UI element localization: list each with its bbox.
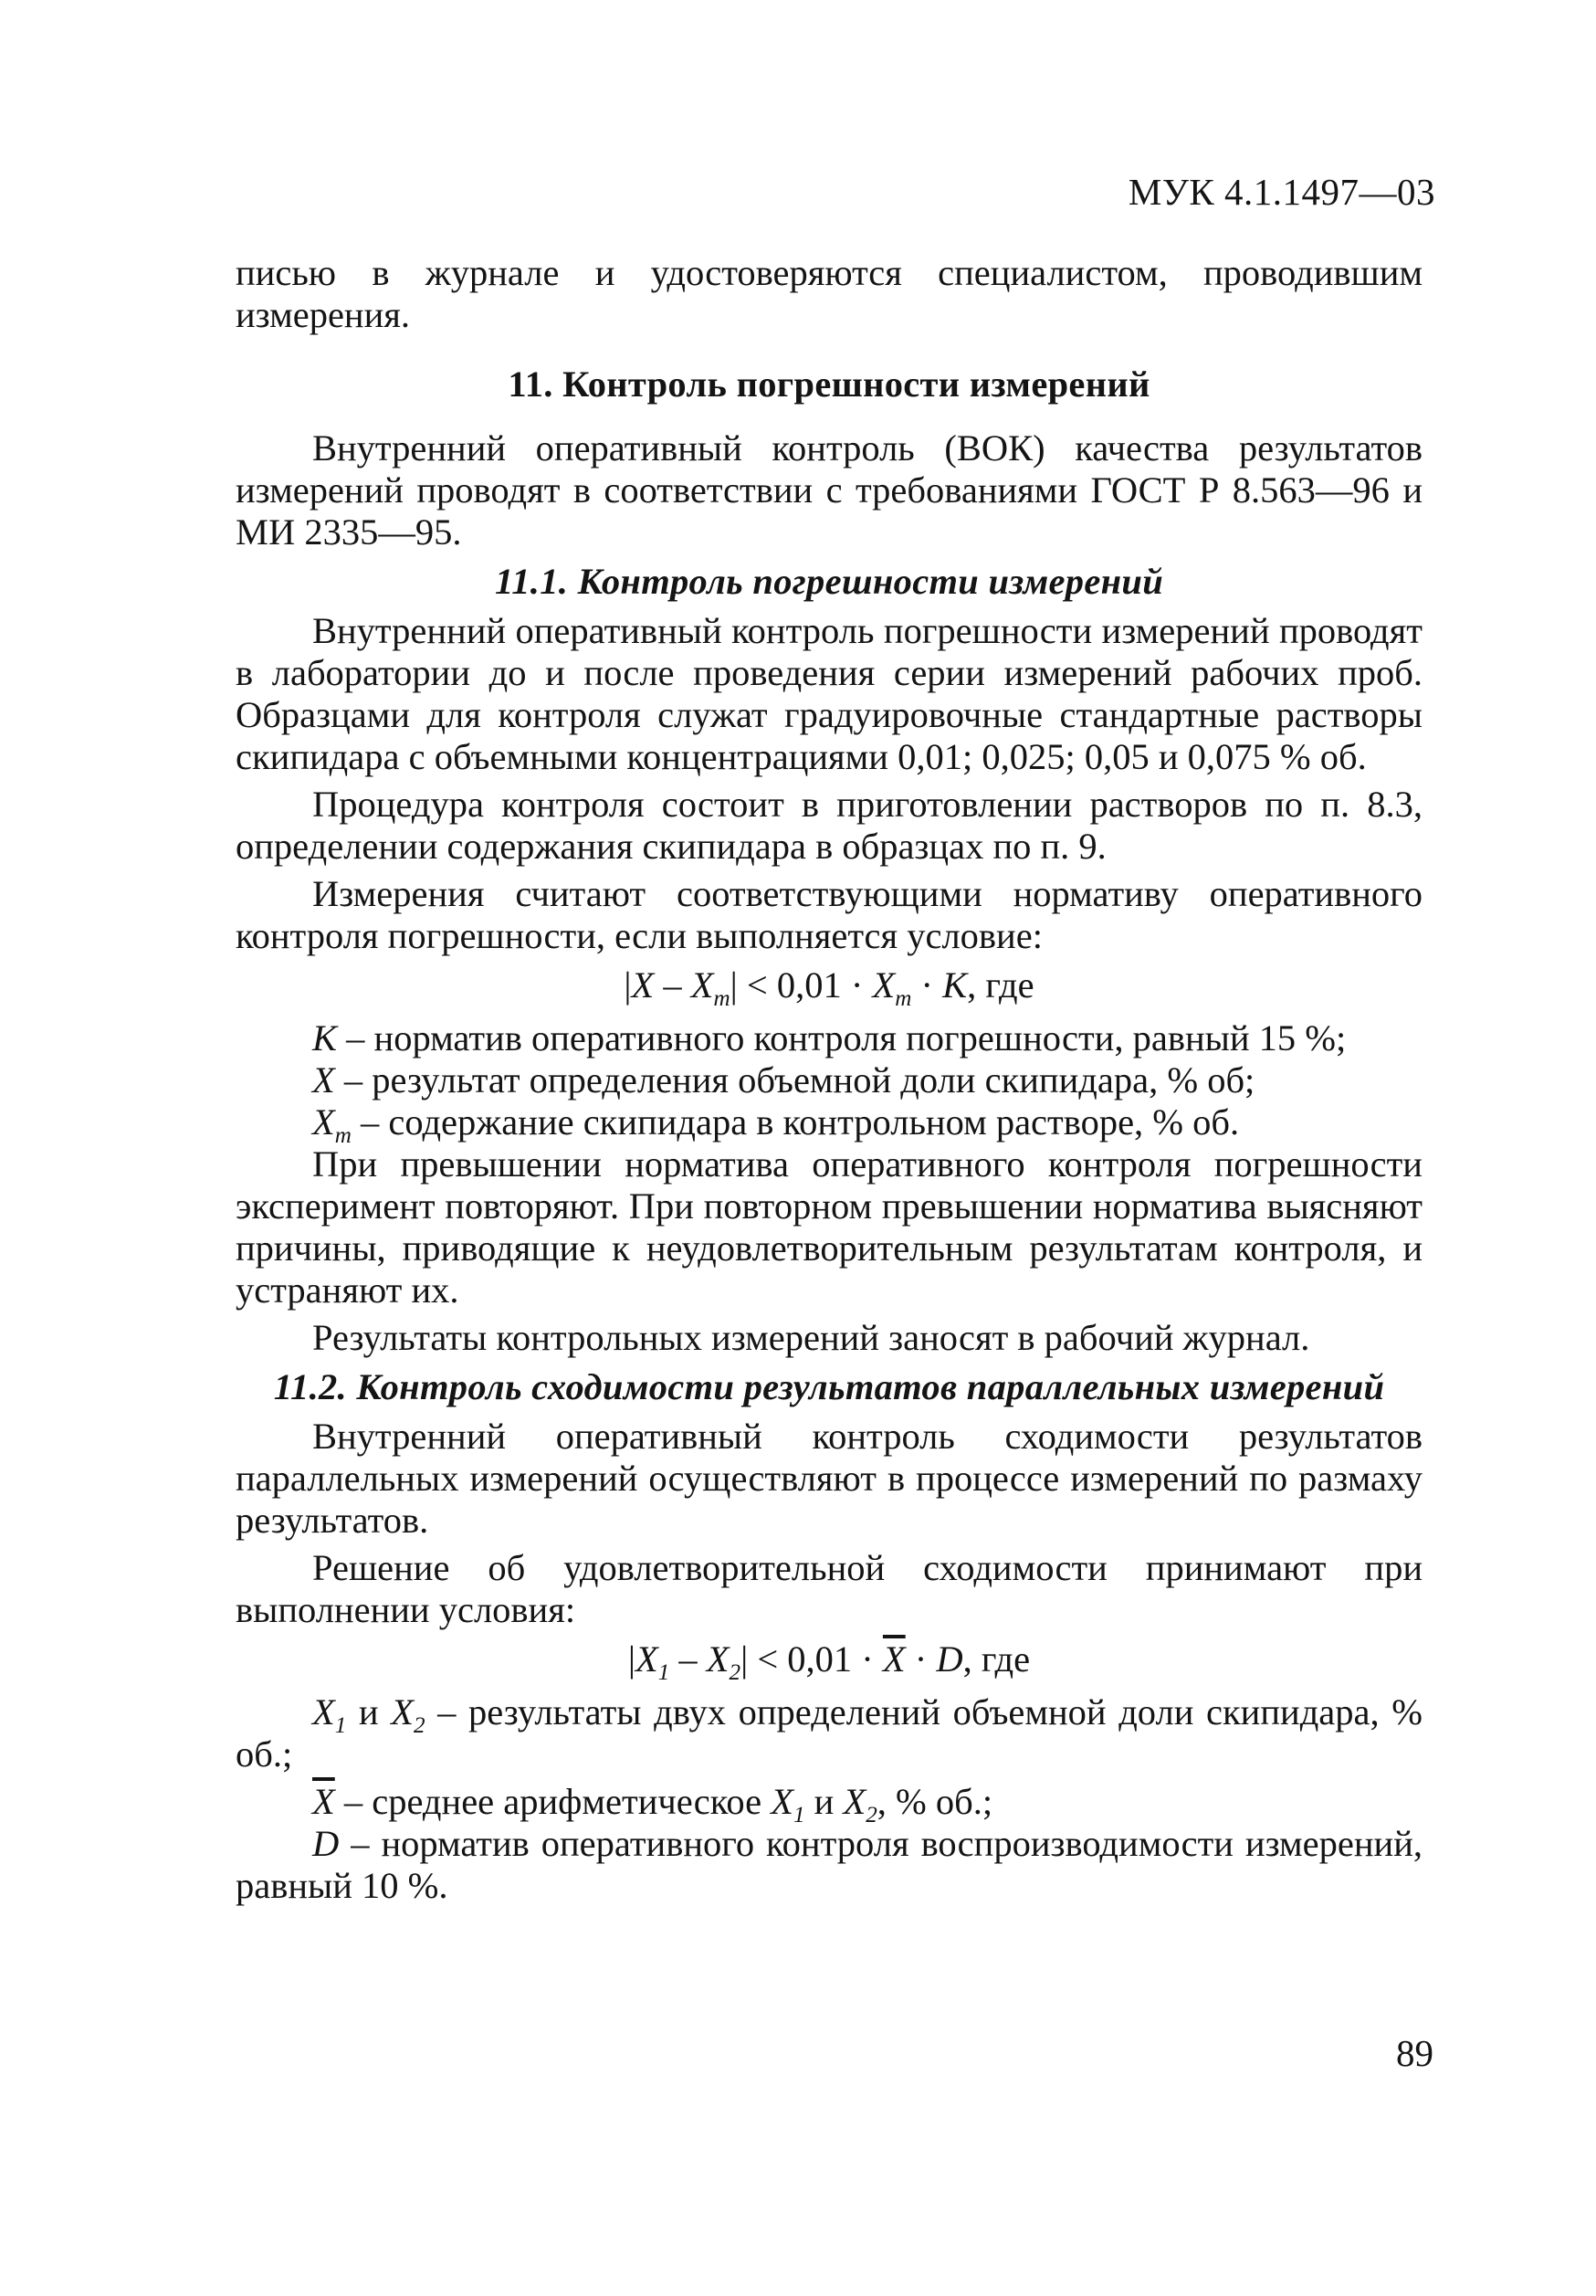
document-code: МУК 4.1.1497—03	[1128, 171, 1435, 213]
section-11-2-heading: 11.2. Контроль сходимости результатов параллельных измерений	[273, 1366, 1385, 1407]
definition-xm: $X_m$ – содержание скипидара в контрольном растворе, % об.	[312, 1101, 1240, 1148]
definition-xbar: $\overline{X}$ – среднее арифметическое $X_1$ и $X_2$, % об.;	[312, 1781, 993, 1827]
section-11-1-heading: 11.1. Контроль погрешности измерений	[494, 561, 1164, 602]
section-11-1-paragraph-2: Процедура контроля состоит в приготовлении растворов по п. 8.3, определении содержания скипидара в образцах по п. 9.	[236, 784, 1423, 867]
definition-x: X – результат определения объемной доли скипидара, % об;	[312, 1059, 1255, 1101]
section-11-intro: Внутренний оперативный контроль (ВОК) качества результатов измерений проводят в соответствии с требованиями ГОСТ Р 8.563—96 и МИ 2335—95.	[236, 427, 1423, 553]
section-11-1-paragraph-3: Измерения считают соответствующими нормативу оперативного контроля погрешности, если выполняется условие:	[236, 873, 1423, 956]
section-11-1-paragraph-5: Результаты контрольных измерений заносят в рабочий журнал.	[312, 1317, 1310, 1358]
formula-error-control: $|X - X_m| < 0,01 \cdot X_m \cdot K$, где	[624, 964, 1034, 1011]
page-body	[236, 252, 1423, 1912]
section-11-2-paragraph-2: Решение об удовлетворительной сходимости принимают при выполнении условия:	[236, 1547, 1423, 1630]
section-11-heading: 11. Контроль погрешности измерений	[508, 363, 1150, 405]
page-number: 89	[1396, 2032, 1433, 2074]
formula-convergence-control: $|X_1 - X_2| < 0,01 \cdot \overline{X} \cdot D$, где	[627, 1638, 1031, 1685]
section-11-1-paragraph-1: Внутренний оперативный контроль погрешности измерений проводят в лаборатории до и после проведения серии измерений рабочих проб. Образцами для контроля служат градуировочные стандартные растворы скипидара с объемными концентрациями 0,01; 0,025; 0,05 и 0,075 % об.	[236, 610, 1423, 777]
definition-x1-x2: $X_1$ и $X_2$ – результаты двух определений объемной доли скипидара, % об.;	[236, 1691, 1423, 1775]
section-11-1-paragraph-4: При превышении норматива оперативного контроля погрешности эксперимент повторяют. При повторном превышении норматива выясняют причины, приводящие к неудовлетворительным результатам контроля, и устраняют их.	[236, 1143, 1423, 1311]
continuation-paragraph: писью в журнале и удостоверяются специалистом, проводившим измерения.	[236, 252, 1423, 335]
section-11-2-paragraph-1: Внутренний оперативный контроль сходимости результатов параллельных измерений осуществляют в процессе измерений по размаху результатов.	[236, 1416, 1423, 1541]
definition-d: D – норматив оперативного контроля воспроизводимости измерений, равный 10 %.	[236, 1823, 1423, 1906]
definition-k: K – норматив оперативного контроля погрешности, равный 15 %;	[312, 1017, 1347, 1058]
